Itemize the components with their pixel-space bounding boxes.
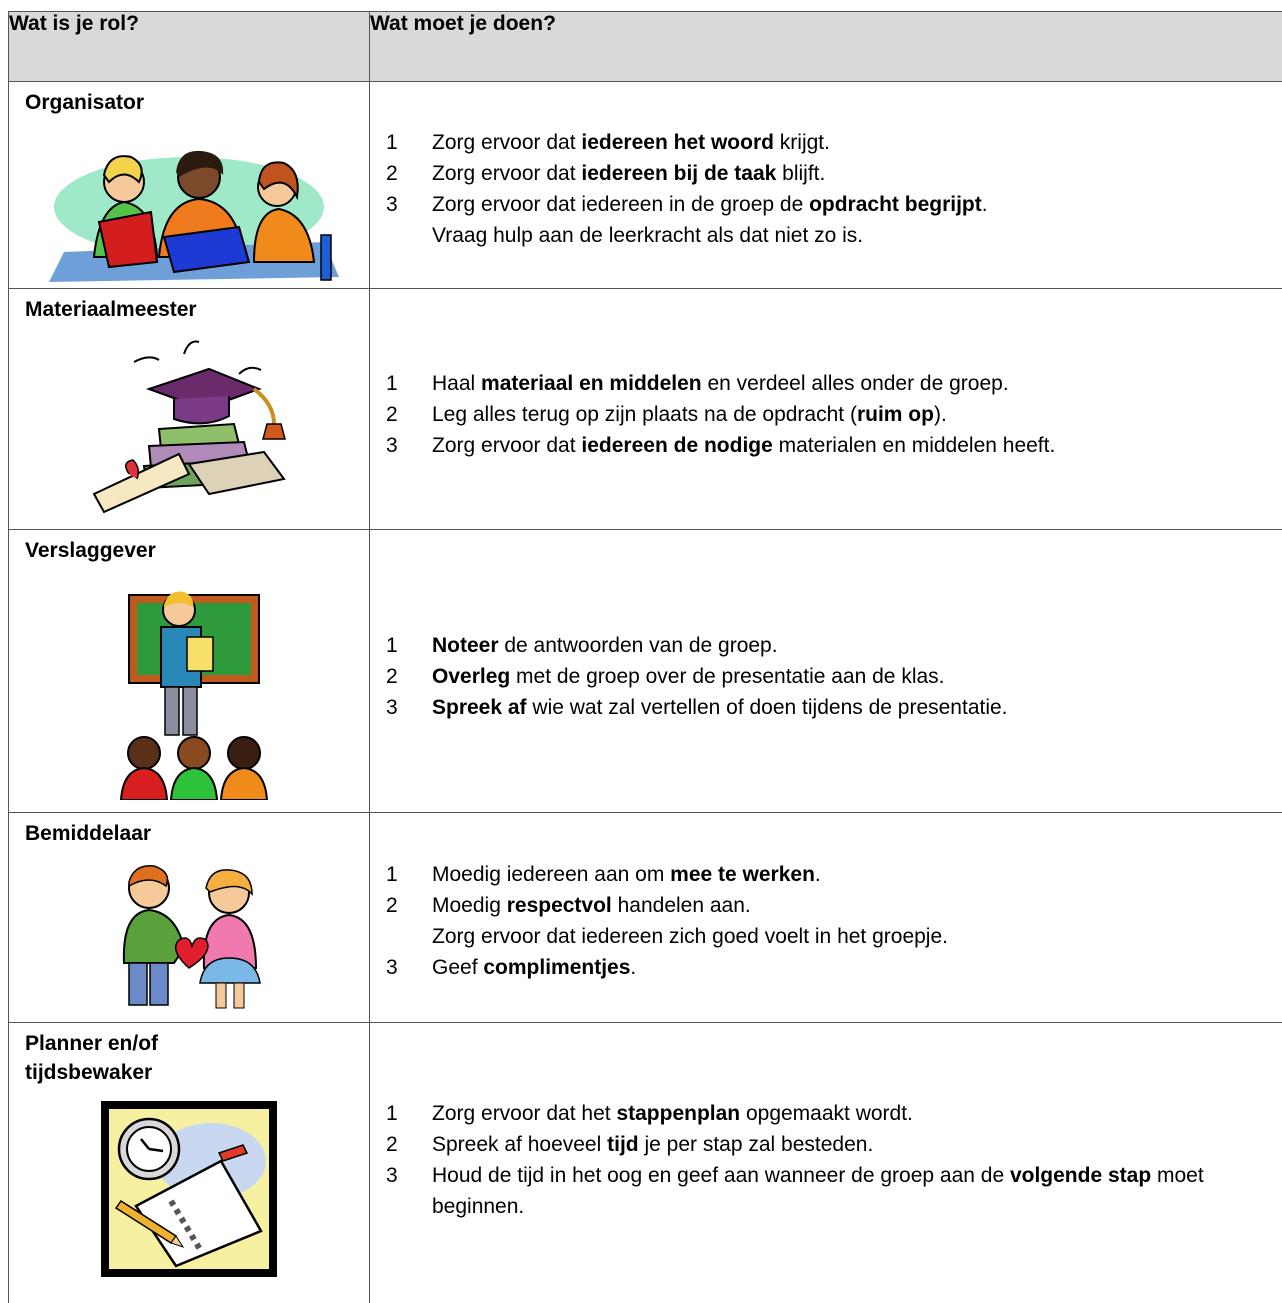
task-text [432, 399, 1282, 430]
task-text [432, 1160, 1282, 1222]
task-text-part: blijft. [776, 162, 825, 185]
task-text-part: . [815, 863, 821, 886]
task-item [370, 158, 1282, 189]
role-name: Verslaggever [9, 530, 369, 565]
task-text-bold: mee te werken [670, 863, 815, 886]
task-item [370, 692, 1282, 723]
presenter-chalkboard-icon [99, 575, 279, 800]
task-text-part: Geef [432, 956, 483, 979]
task-number: 2 [370, 661, 432, 692]
task-text-bold: tijd [607, 1133, 639, 1156]
task-number: 2 [370, 158, 432, 189]
role-row-materiaalmeester [9, 289, 1282, 530]
task-item [370, 1160, 1282, 1222]
task-number: 3 [370, 430, 432, 461]
task-text [432, 1129, 1282, 1160]
task-list [370, 289, 1282, 529]
task-item [370, 1098, 1282, 1129]
role-name: Materiaalmeester [9, 289, 369, 324]
task-text-part: Moedig [432, 894, 507, 917]
task-item [370, 952, 1282, 983]
task-text-part: Moedig iedereen aan om [432, 863, 670, 886]
role-name: Bemiddelaar [9, 813, 369, 848]
task-text-part: en verdeel alles onder de groep. [702, 372, 1009, 395]
role-row-verslaggever [9, 530, 1282, 813]
task-list [370, 530, 1282, 812]
task-cell [370, 82, 1282, 289]
task-item [370, 127, 1282, 158]
task-text-part: . [982, 193, 988, 216]
task-text [432, 189, 1282, 251]
clock-notebook-icon [101, 1101, 277, 1277]
task-text [432, 859, 1282, 890]
task-number: 2 [370, 890, 432, 952]
task-item [370, 661, 1282, 692]
task-text-part: Zorg ervoor dat [432, 434, 581, 457]
task-text [432, 368, 1282, 399]
task-text-part: opgemaakt wordt. [740, 1102, 913, 1125]
task-cell [370, 289, 1282, 530]
role-cell [9, 1023, 370, 1303]
task-number: 3 [370, 692, 432, 723]
task-text-part: Zorg ervoor dat [432, 131, 581, 154]
task-text [432, 661, 1282, 692]
task-text-bold: Noteer [432, 634, 499, 657]
role-cell [9, 289, 370, 530]
task-text [432, 1098, 1282, 1129]
task-number: 3 [370, 952, 432, 983]
task-text-part: Zorg ervoor dat [432, 162, 581, 185]
task-text [432, 430, 1282, 461]
task-number: 2 [370, 1129, 432, 1160]
header-role: Wat is je rol? [9, 12, 370, 82]
task-text-part: Spreek af hoeveel [432, 1133, 607, 1156]
task-item [370, 399, 1282, 430]
task-text [432, 692, 1282, 723]
task-text-part: Leg alles terug op zijn plaats na de opdracht ( [432, 403, 857, 426]
role-cell [9, 813, 370, 1023]
students-reading-icon [39, 127, 339, 282]
task-text-part: Zorg ervoor dat het [432, 1102, 616, 1125]
task-text-bold: materiaal en middelen [481, 372, 702, 395]
task-text-part: Zorg ervoor dat iedereen in de groep de [432, 193, 809, 216]
task-text-part: ). [934, 403, 947, 426]
task-text [432, 158, 1282, 189]
task-item [370, 890, 1282, 952]
task-text-part: Houd de tijd in het oog en geef aan wanneer de groep aan de [432, 1164, 1010, 1187]
task-text-part: je per stap zal besteden. [639, 1133, 874, 1156]
task-list [370, 82, 1282, 288]
role-cell [9, 530, 370, 813]
task-text-part: de antwoorden van de groep. [499, 634, 778, 657]
task-number: 1 [370, 859, 432, 890]
task-list [370, 813, 1282, 1022]
task-cell [370, 530, 1282, 813]
task-item [370, 189, 1282, 251]
role-cell [9, 82, 370, 289]
task-text-part: materialen en middelen heeft. [773, 434, 1056, 457]
task-continuation: Vraag hulp aan de leerkracht als dat niet zo is. [432, 220, 1277, 251]
role-name: Planner en/of tijdsbewaker [9, 1023, 215, 1087]
task-item [370, 859, 1282, 890]
task-text-part: moet beginnen. [432, 1164, 1204, 1218]
task-number: 3 [370, 1160, 432, 1222]
task-number: 1 [370, 127, 432, 158]
task-text-bold: iedereen het woord [581, 131, 774, 154]
task-text-bold: Overleg [432, 665, 510, 688]
roles-table [8, 11, 1282, 1303]
task-cell [370, 813, 1282, 1023]
task-text-bold: iedereen de nodige [581, 434, 772, 457]
task-cell [370, 1023, 1282, 1303]
task-item [370, 368, 1282, 399]
role-row-planner [9, 1023, 1282, 1303]
task-item [370, 430, 1282, 461]
task-text [432, 127, 1282, 158]
task-text-bold: respectvol [507, 894, 612, 917]
task-continuation: Zorg ervoor dat iedereen zich goed voelt in het groepje. [432, 921, 1277, 952]
task-text-bold: stappenplan [616, 1102, 740, 1125]
task-text-bold: volgende stap [1010, 1164, 1151, 1187]
task-number: 1 [370, 630, 432, 661]
task-item [370, 630, 1282, 661]
header-row [9, 12, 1282, 82]
task-text-bold: complimentjes [483, 956, 630, 979]
task-text-bold: opdracht begrijpt [809, 193, 982, 216]
role-name: Organisator [9, 82, 369, 117]
role-row-bemiddelaar [9, 813, 1282, 1023]
task-list [370, 1023, 1282, 1303]
task-text-part: krijgt. [774, 131, 830, 154]
task-text-part: met de groep over de presentatie aan de klas. [510, 665, 944, 688]
task-text-part: handelen aan. [612, 894, 751, 917]
task-text-bold: Spreek af [432, 696, 527, 719]
kids-heart-icon [104, 858, 274, 1013]
task-text [432, 630, 1282, 661]
task-item [370, 1129, 1282, 1160]
task-text [432, 890, 1282, 952]
task-text-part: wie wat zal vertellen of doen tijdens de presentatie. [527, 696, 1008, 719]
task-text-bold: iedereen bij de taak [581, 162, 776, 185]
task-number: 1 [370, 368, 432, 399]
task-text-bold: ruim op [857, 403, 934, 426]
header-tasks: Wat moet je doen? [370, 12, 1282, 82]
books-graduation-icon [89, 334, 289, 514]
task-number: 1 [370, 1098, 432, 1129]
role-row-organisator [9, 82, 1282, 289]
task-text-part: . [630, 956, 636, 979]
task-text [432, 952, 1282, 983]
task-number: 3 [370, 189, 432, 251]
task-number: 2 [370, 399, 432, 430]
task-text-part: Haal [432, 372, 481, 395]
